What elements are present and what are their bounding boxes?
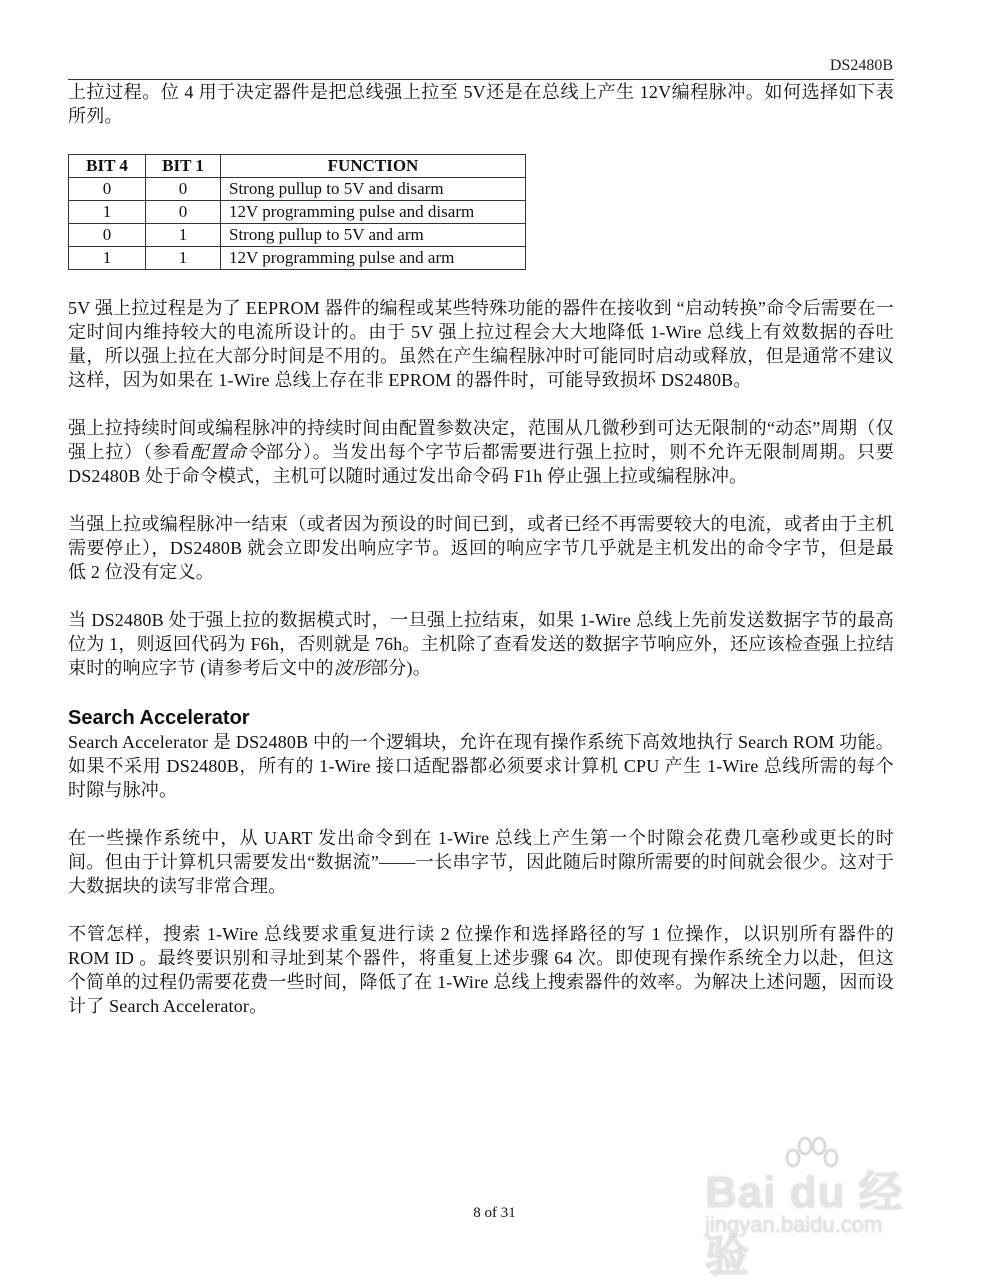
pullup-duration-paragraph: 强上拉持续时间或编程脉冲的持续时间由配置参数决定，范围从几微秒到可达无限制的“动态”周期（仅强上拉）（参看配置命令部分）。当发出每个字节后都需要进行强上拉时，则不允许无限制周期。只要 DS2480B 处于命令模式，主机可以随时通过发出命令码 F1h 停止强上拉或编程脉冲。 bbox=[68, 418, 894, 486]
table-row bbox=[69, 178, 526, 201]
table-row bbox=[69, 201, 526, 224]
cell-bit1: 0 bbox=[146, 178, 221, 201]
header-function: FUNCTION bbox=[221, 155, 526, 178]
bit-function-table bbox=[68, 154, 526, 270]
watermark-url: jingyan.baidu.com bbox=[705, 1212, 883, 1237]
table-header-row bbox=[69, 155, 526, 178]
search-rom-paragraph: 不管怎样，搜索 1-Wire 总线要求重复进行读 2 位操作和选择路径的写 1 位操作，以识别所有器件的 ROM ID 。最终要识别和寻址到某个器件，将重复上述步骤 64 次。即使现有操作系统全力以赴，但这个简单的过程仍需要花费一些时间，降低了在 1-Wire 总线上搜索器件的效率。为解决上述问题，因而设计了 Search Accelerator。 bbox=[68, 924, 894, 1016]
cell-bit4: 0 bbox=[69, 224, 146, 247]
cell-bit1: 0 bbox=[146, 201, 221, 224]
watermark-brand: Bai du 经验 bbox=[705, 1168, 904, 1281]
cell-bit1: 1 bbox=[146, 247, 221, 270]
cell-function: 12V programming pulse and disarm bbox=[221, 201, 526, 224]
waveform-reference: 波形 bbox=[333, 658, 371, 678]
cell-function: Strong pullup to 5V and arm bbox=[221, 224, 526, 247]
table-row bbox=[69, 224, 526, 247]
page-number: 8 of 31 bbox=[473, 1205, 516, 1221]
header-bit4: BIT 4 bbox=[69, 155, 146, 178]
search-accelerator-intro: Search Accelerator 是 DS2480B 中的一个逻辑块，允许在现有操作系统下高效地执行 Search ROM 功能。如果不采用 DS2480B，所有的 1-Wire 接口适配器都必须要求计算机 CPU 产生 1-Wire 总线所需的每个时隙与脉冲。 bbox=[68, 732, 894, 800]
config-command-reference: 配置命令 bbox=[190, 442, 266, 462]
table-row bbox=[69, 247, 526, 270]
pullup-end-paragraph: 当强上拉或编程脉冲一结束（或者因为预设的时间已到，或者已经不再需要较大的电流，或者由于主机需要停止），DS2480B 就会立即发出响应字节。返回的响应字节几乎就是主机发出的命令字节，但是最低 2 位没有定义。 bbox=[68, 514, 894, 582]
intro-paragraph: 上拉过程。位 4 用于决定器件是把总线强上拉至 5V还是在总线上产生 12V编程脉冲。如何选择如下表所列。 bbox=[68, 82, 894, 126]
data-mode-paragraph: 当 DS2480B 处于强上拉的数据模式时，一旦强上拉结束，如果 1-Wire 总线上先前发送数据字节的最高位为 1，则返回代码为 F6h，否则就是 76h。主机除了查看发送的数据字节响应外，还应该检查强上拉结束时的响应字节 (请参考后文中的波形部分)。 bbox=[68, 610, 894, 678]
cell-bit4: 1 bbox=[69, 247, 146, 270]
page-content bbox=[68, 80, 894, 1018]
cell-function: Strong pullup to 5V and disarm bbox=[221, 178, 526, 201]
cell-bit4: 0 bbox=[69, 178, 146, 201]
cell-bit4: 1 bbox=[69, 201, 146, 224]
search-uart-paragraph: 在一些操作系统中，从 UART 发出命令到在 1-Wire 总线上产生第一个时隙会花费几毫秒或更长的时间。但由于计算机只需要发出“数据流”——一长串字节，因此随后时隙所需要的时间就会很少。这对于大数据块的读写非常合理。 bbox=[68, 828, 894, 896]
section-heading-search-accelerator: Search Accelerator bbox=[68, 707, 250, 729]
baidu-watermark bbox=[705, 1136, 905, 1281]
cell-function: 12V programming pulse and arm bbox=[221, 247, 526, 270]
strong-pullup-paragraph: 5V 强上拉过程是为了 EEPROM 器件的编程或某些特殊功能的器件在接收到 “启动转换”命令后需要在一定时间内维持较大的电流所设计的。由于 5V 强上拉过程会大大地降低 1-Wire 总线上有效数据的吞吐量，所以强上拉在大部分时间是不用的。虽然在产生编程脉冲时可能同时启动或释放，但是通常不建议这样，因为如果在 1-Wire 总线上存在非 EPROM 的器件时，可能导致损坏 DS2480B。 bbox=[68, 298, 894, 390]
document-id-header: DS2480B bbox=[829, 57, 893, 74]
header-bit1: BIT 1 bbox=[146, 155, 221, 178]
cell-bit1: 1 bbox=[146, 224, 221, 247]
